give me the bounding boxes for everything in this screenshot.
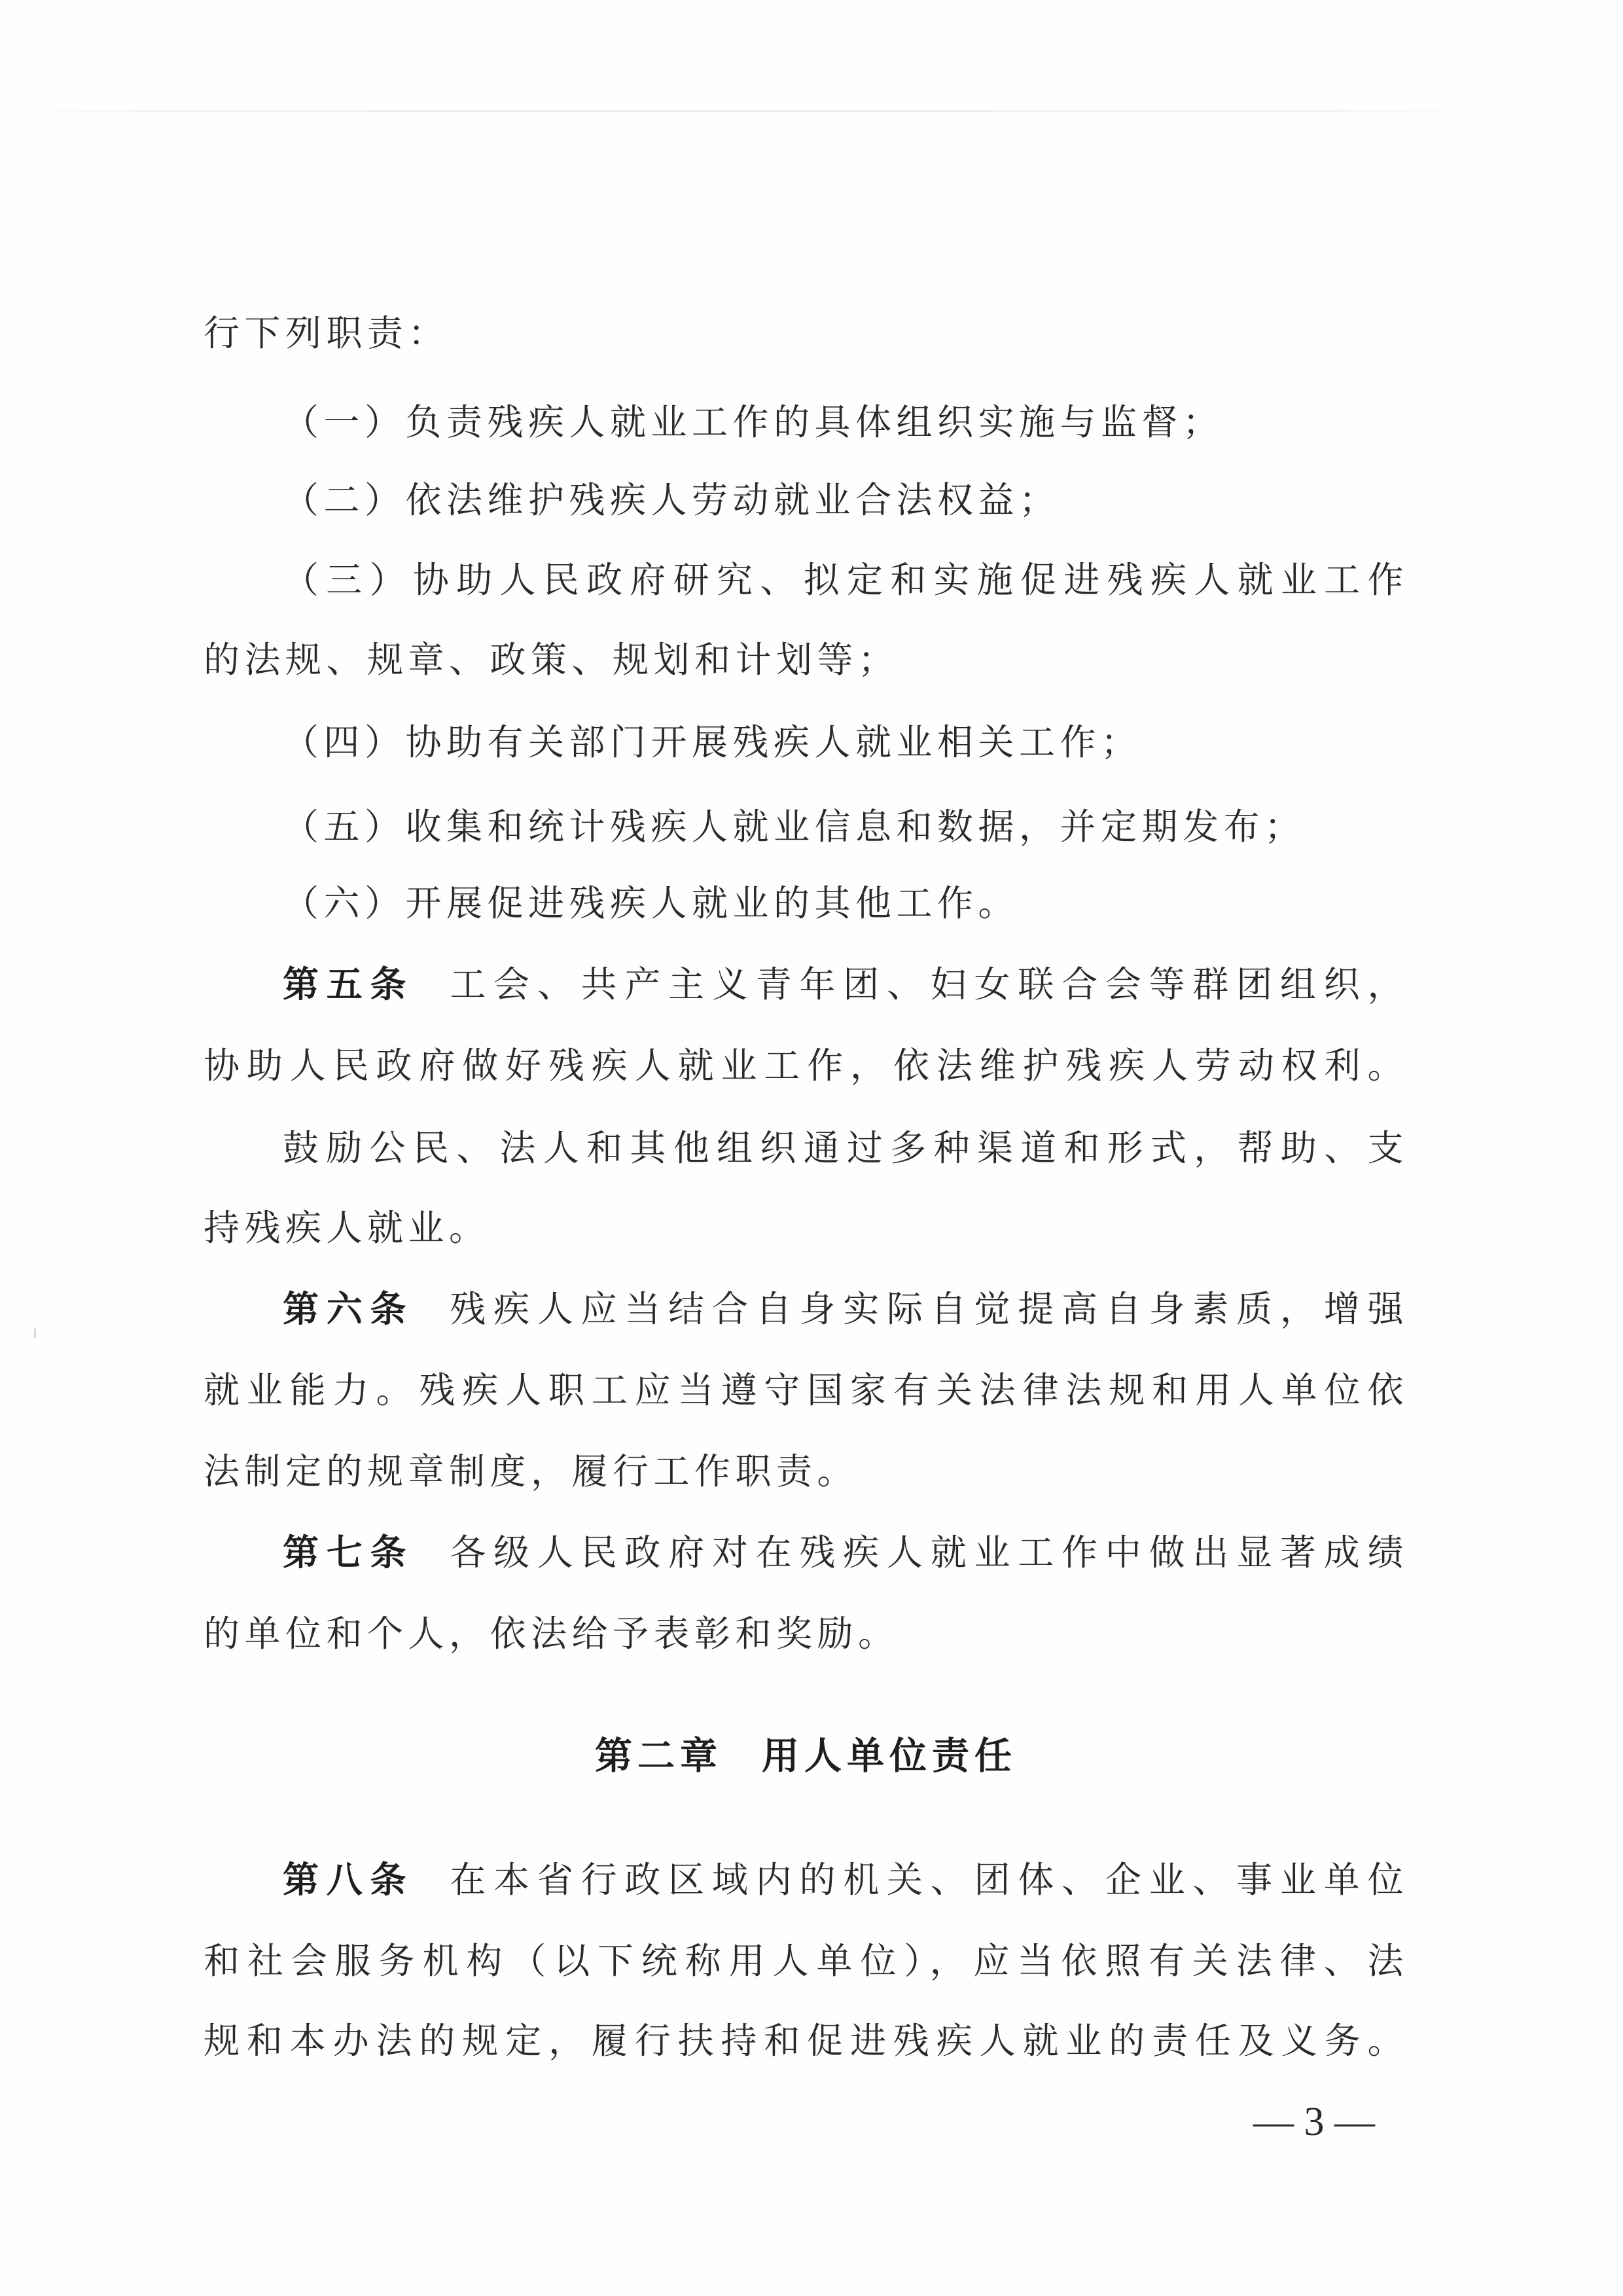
article-5-line-2: 协助人民政府做好残疾人就业工作，依法维护残疾人劳动权利。 bbox=[204, 1045, 1408, 1086]
article-5-text: 工会、共产主义青年团、妇女联合会等群团组织， bbox=[450, 963, 1408, 1005]
duty-item-1: （一）负责残疾人就业工作的具体组织实施与监督； bbox=[283, 401, 1224, 443]
duty-item-3-line-1: （三）协助人民政府研究、拟定和实施促进残疾人就业工作 bbox=[283, 559, 1408, 601]
article-8-line-1 bbox=[283, 1856, 1408, 1903]
scan-artifact-mark bbox=[34, 1329, 36, 1338]
article-7-line-2: 的单位和个人，依法给予表彰和奖励。 bbox=[204, 1613, 899, 1655]
chapter-heading bbox=[204, 1730, 1408, 1782]
article-4-continuation-line: 行下列职责： bbox=[204, 312, 450, 354]
scan-artifact-line bbox=[26, 110, 1479, 112]
article-8-label: 第八条 bbox=[283, 1858, 414, 1901]
duty-item-5: （五）收集和统计残疾人就业信息和数据，并定期发布； bbox=[283, 806, 1306, 848]
article-8-line-3: 规和本办法的规定，履行扶持和促进残疾人就业的责任及义务。 bbox=[204, 2020, 1408, 2062]
article-5-line-1 bbox=[283, 961, 1408, 1008]
duty-item-3-line-2: 的法规、规章、政策、规划和计划等； bbox=[204, 639, 899, 681]
article-7-text: 各级人民政府对在残疾人就业工作中做出显著成绩 bbox=[450, 1532, 1408, 1573]
article-5-para-2-line-2: 持残疾人就业。 bbox=[204, 1207, 490, 1249]
article-8-text: 在本省行政区域内的机关、团体、企业、事业单位 bbox=[450, 1859, 1408, 1901]
article-6-label: 第六条 bbox=[283, 1287, 414, 1330]
chapter-number: 第二章 bbox=[595, 1734, 722, 1778]
duty-item-2: （二）依法维护残疾人劳动就业合法权益； bbox=[283, 479, 1060, 521]
article-6-text: 残疾人应当结合自身实际自觉提高自身素质，增强 bbox=[450, 1288, 1408, 1330]
duty-item-6: （六）开展促进残疾人就业的其他工作。 bbox=[283, 882, 1020, 924]
article-7-line-1 bbox=[283, 1529, 1408, 1576]
article-6-line-3: 法制定的规章制度，履行工作职责。 bbox=[204, 1450, 859, 1492]
article-5-label: 第五条 bbox=[283, 963, 414, 1005]
article-7-label: 第七条 bbox=[283, 1531, 414, 1573]
article-8-line-2: 和社会服务机构（以下统称用人单位），应当依照有关法律、法 bbox=[204, 1940, 1408, 1982]
page-number: — 3 — bbox=[1253, 2100, 1375, 2144]
duty-item-4: （四）协助有关部门开展残疾人就业相关工作； bbox=[283, 721, 1142, 763]
article-5-para-2-line-1: 鼓励公民、法人和其他组织通过多种渠道和形式，帮助、支 bbox=[283, 1127, 1408, 1169]
article-6-line-2: 就业能力。残疾人职工应当遵守国家有关法律法规和用人单位依 bbox=[204, 1369, 1408, 1411]
article-6-line-1 bbox=[283, 1285, 1408, 1333]
chapter-title: 用人单位责任 bbox=[762, 1734, 1017, 1778]
